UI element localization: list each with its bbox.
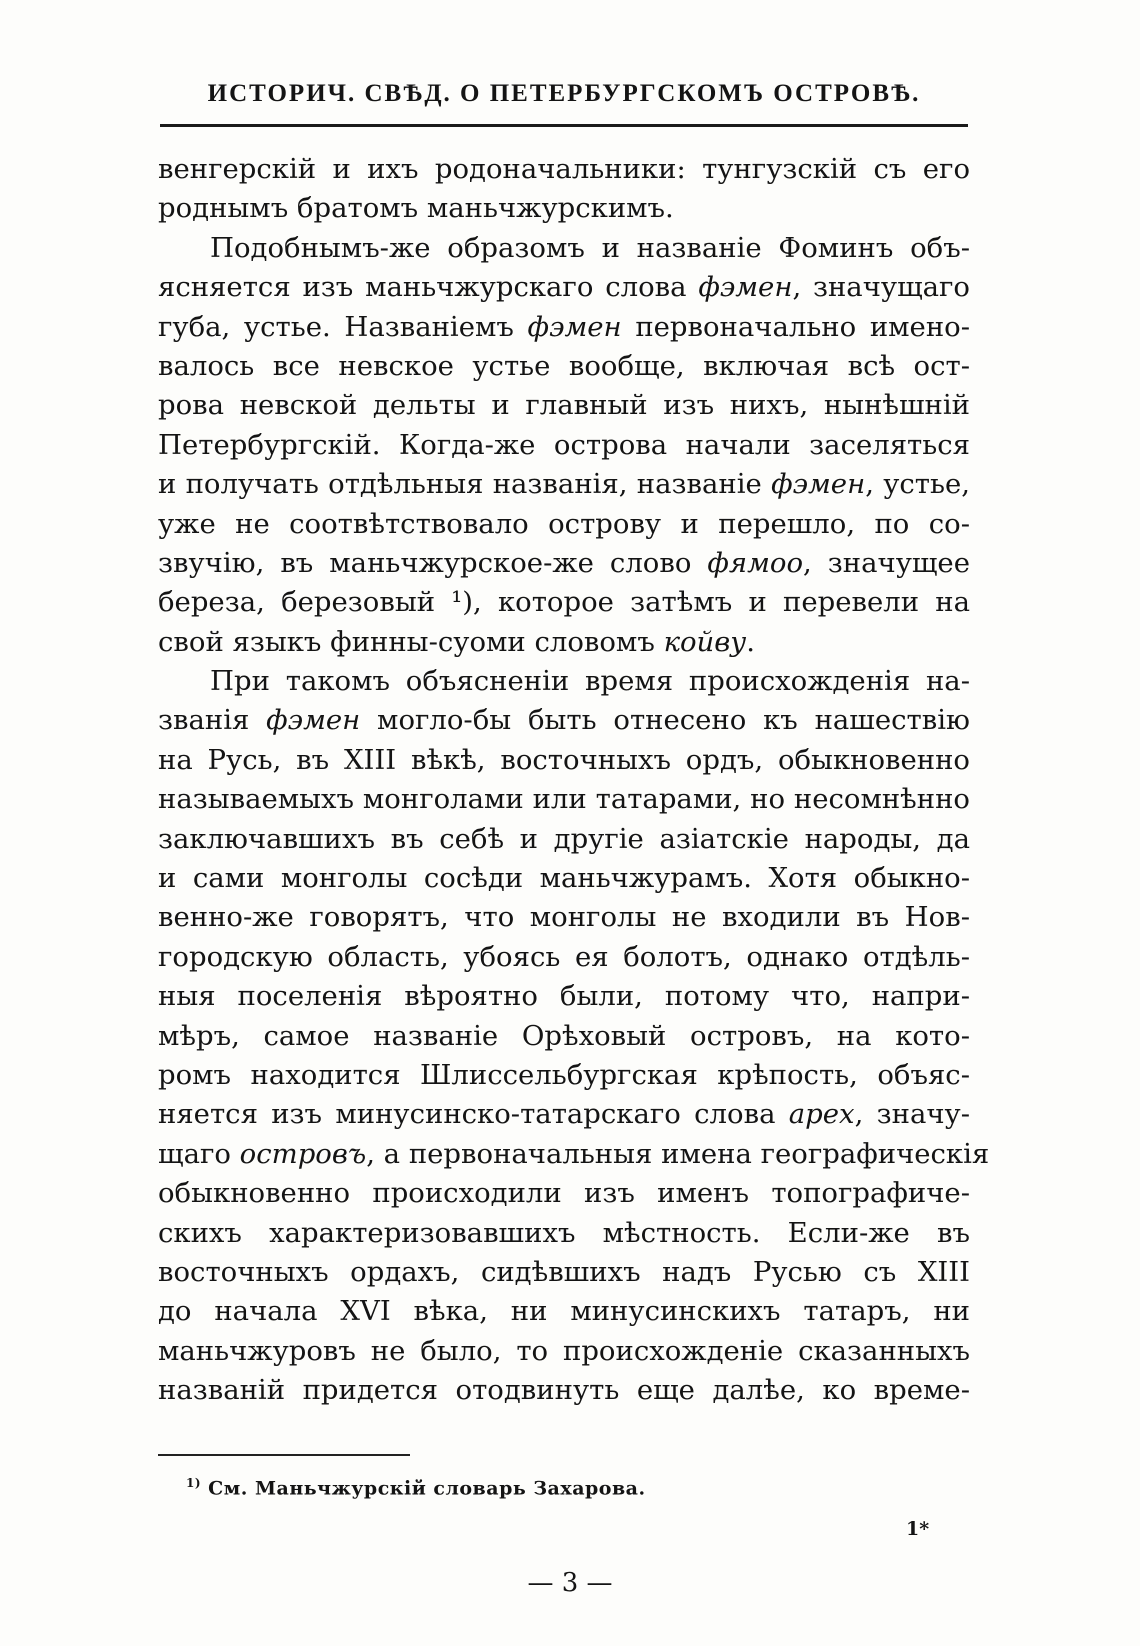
text-line: свой языкъ финны-суоми словомъ койву.	[158, 625, 755, 658]
text-line: венно-же говорятъ, что монголы не входили въ Нов-	[158, 901, 970, 934]
page-number: — 3 —	[527, 1568, 613, 1598]
text-line: При такомъ объясненіи время происхожденія на-	[210, 665, 970, 698]
text-line: няется изъ минусинско-татарскаго слова арех, значу-	[158, 1098, 971, 1131]
text-line: уже не соотвѣтствовало острову и перешло, по со-	[158, 507, 970, 540]
signature-mark: 1*	[906, 1518, 930, 1540]
footnote-marker: 1)	[186, 1476, 202, 1490]
text-line: называемыхъ монголами или татарами, но несомнѣнно	[158, 783, 970, 816]
text-line: заключавшихъ въ себѣ и другіе азіатскіе народы, да	[158, 822, 970, 855]
body-text	[158, 150, 990, 1411]
running-header: ИСТОРИЧ. СВѢД. О ПЕТЕРБУРГСКОМЪ ОСТРОВѢ.	[207, 80, 921, 107]
text-line: восточныхъ ордахъ, сидѣвшихъ надъ Русью съ XIII	[158, 1255, 970, 1288]
text-line: и сами монголы сосѣди маньчжурамъ. Хотя обыкно-	[158, 862, 970, 895]
text-line: рова невской дельты и главный изъ нихъ, нынѣшній	[158, 389, 970, 422]
text-line: венгерскій и ихъ родоначальники: тунгузскій съ его	[158, 153, 970, 185]
text-line: Подобнымъ-же образомъ и названіе Фоминъ объ-	[210, 231, 970, 264]
text-line: Петербургскій. Когда-же острова начали заселяться	[158, 428, 970, 461]
text-line: ясняется изъ маньчжурскаго слова фэмен, значущаго	[158, 271, 970, 304]
text-line: ныя поселенія вѣроятно были, потому что, напри-	[158, 980, 970, 1013]
text-line: роднымъ братомъ маньчжурскимъ.	[158, 192, 674, 225]
text-line: названій придется отодвинуть еще далѣе, ко време-	[158, 1374, 970, 1407]
text-line: и получать отдѣльныя названія, названіе фэмен, устье,	[158, 468, 970, 501]
text-line: маньчжуровъ не было, то происхожденіе сказанныхъ	[158, 1334, 970, 1367]
text-line: мѣръ, самое названіе Орѣховый островъ, на кото-	[158, 1019, 970, 1052]
footnote	[186, 1476, 646, 1499]
footnote-rule	[158, 1454, 410, 1456]
text-line: береза, березовый ¹), которое затѣмъ и перевели на	[158, 586, 970, 619]
text-line: ромъ находится Шлиссельбургская крѣпость, объяс-	[158, 1058, 970, 1091]
text-line: валось все невское устье вообще, включая всѣ ост-	[158, 349, 970, 382]
text-line: на Русь, въ XIII вѣкѣ, восточныхъ ордъ, обыкновенно	[158, 743, 970, 776]
text-line: скихъ характеризовавшихъ мѣстность. Если-же въ	[158, 1216, 970, 1249]
text-line: городскую область, убоясь ея болотъ, однако отдѣль-	[158, 940, 970, 973]
text-line: званія фэмен могло-бы быть отнесено къ нашествію	[158, 704, 970, 737]
text-line: до начала XVI вѣка, ни минусинскихъ татаръ, ни	[158, 1295, 970, 1328]
header-rule	[160, 124, 968, 127]
text-line: обыкновенно происходили изъ именъ топографиче-	[158, 1177, 970, 1210]
text-line: губа, устье. Названіемъ фэмен первоначально имено-	[158, 310, 971, 343]
text-line: щаго островъ, а первоначальныя имена географическія	[158, 1137, 990, 1170]
text-line: звучію, въ маньчжурское-же слово фямоо, значущее	[158, 546, 970, 579]
footnote-text: См. Маньчжурскій словарь Захарова.	[208, 1477, 646, 1500]
